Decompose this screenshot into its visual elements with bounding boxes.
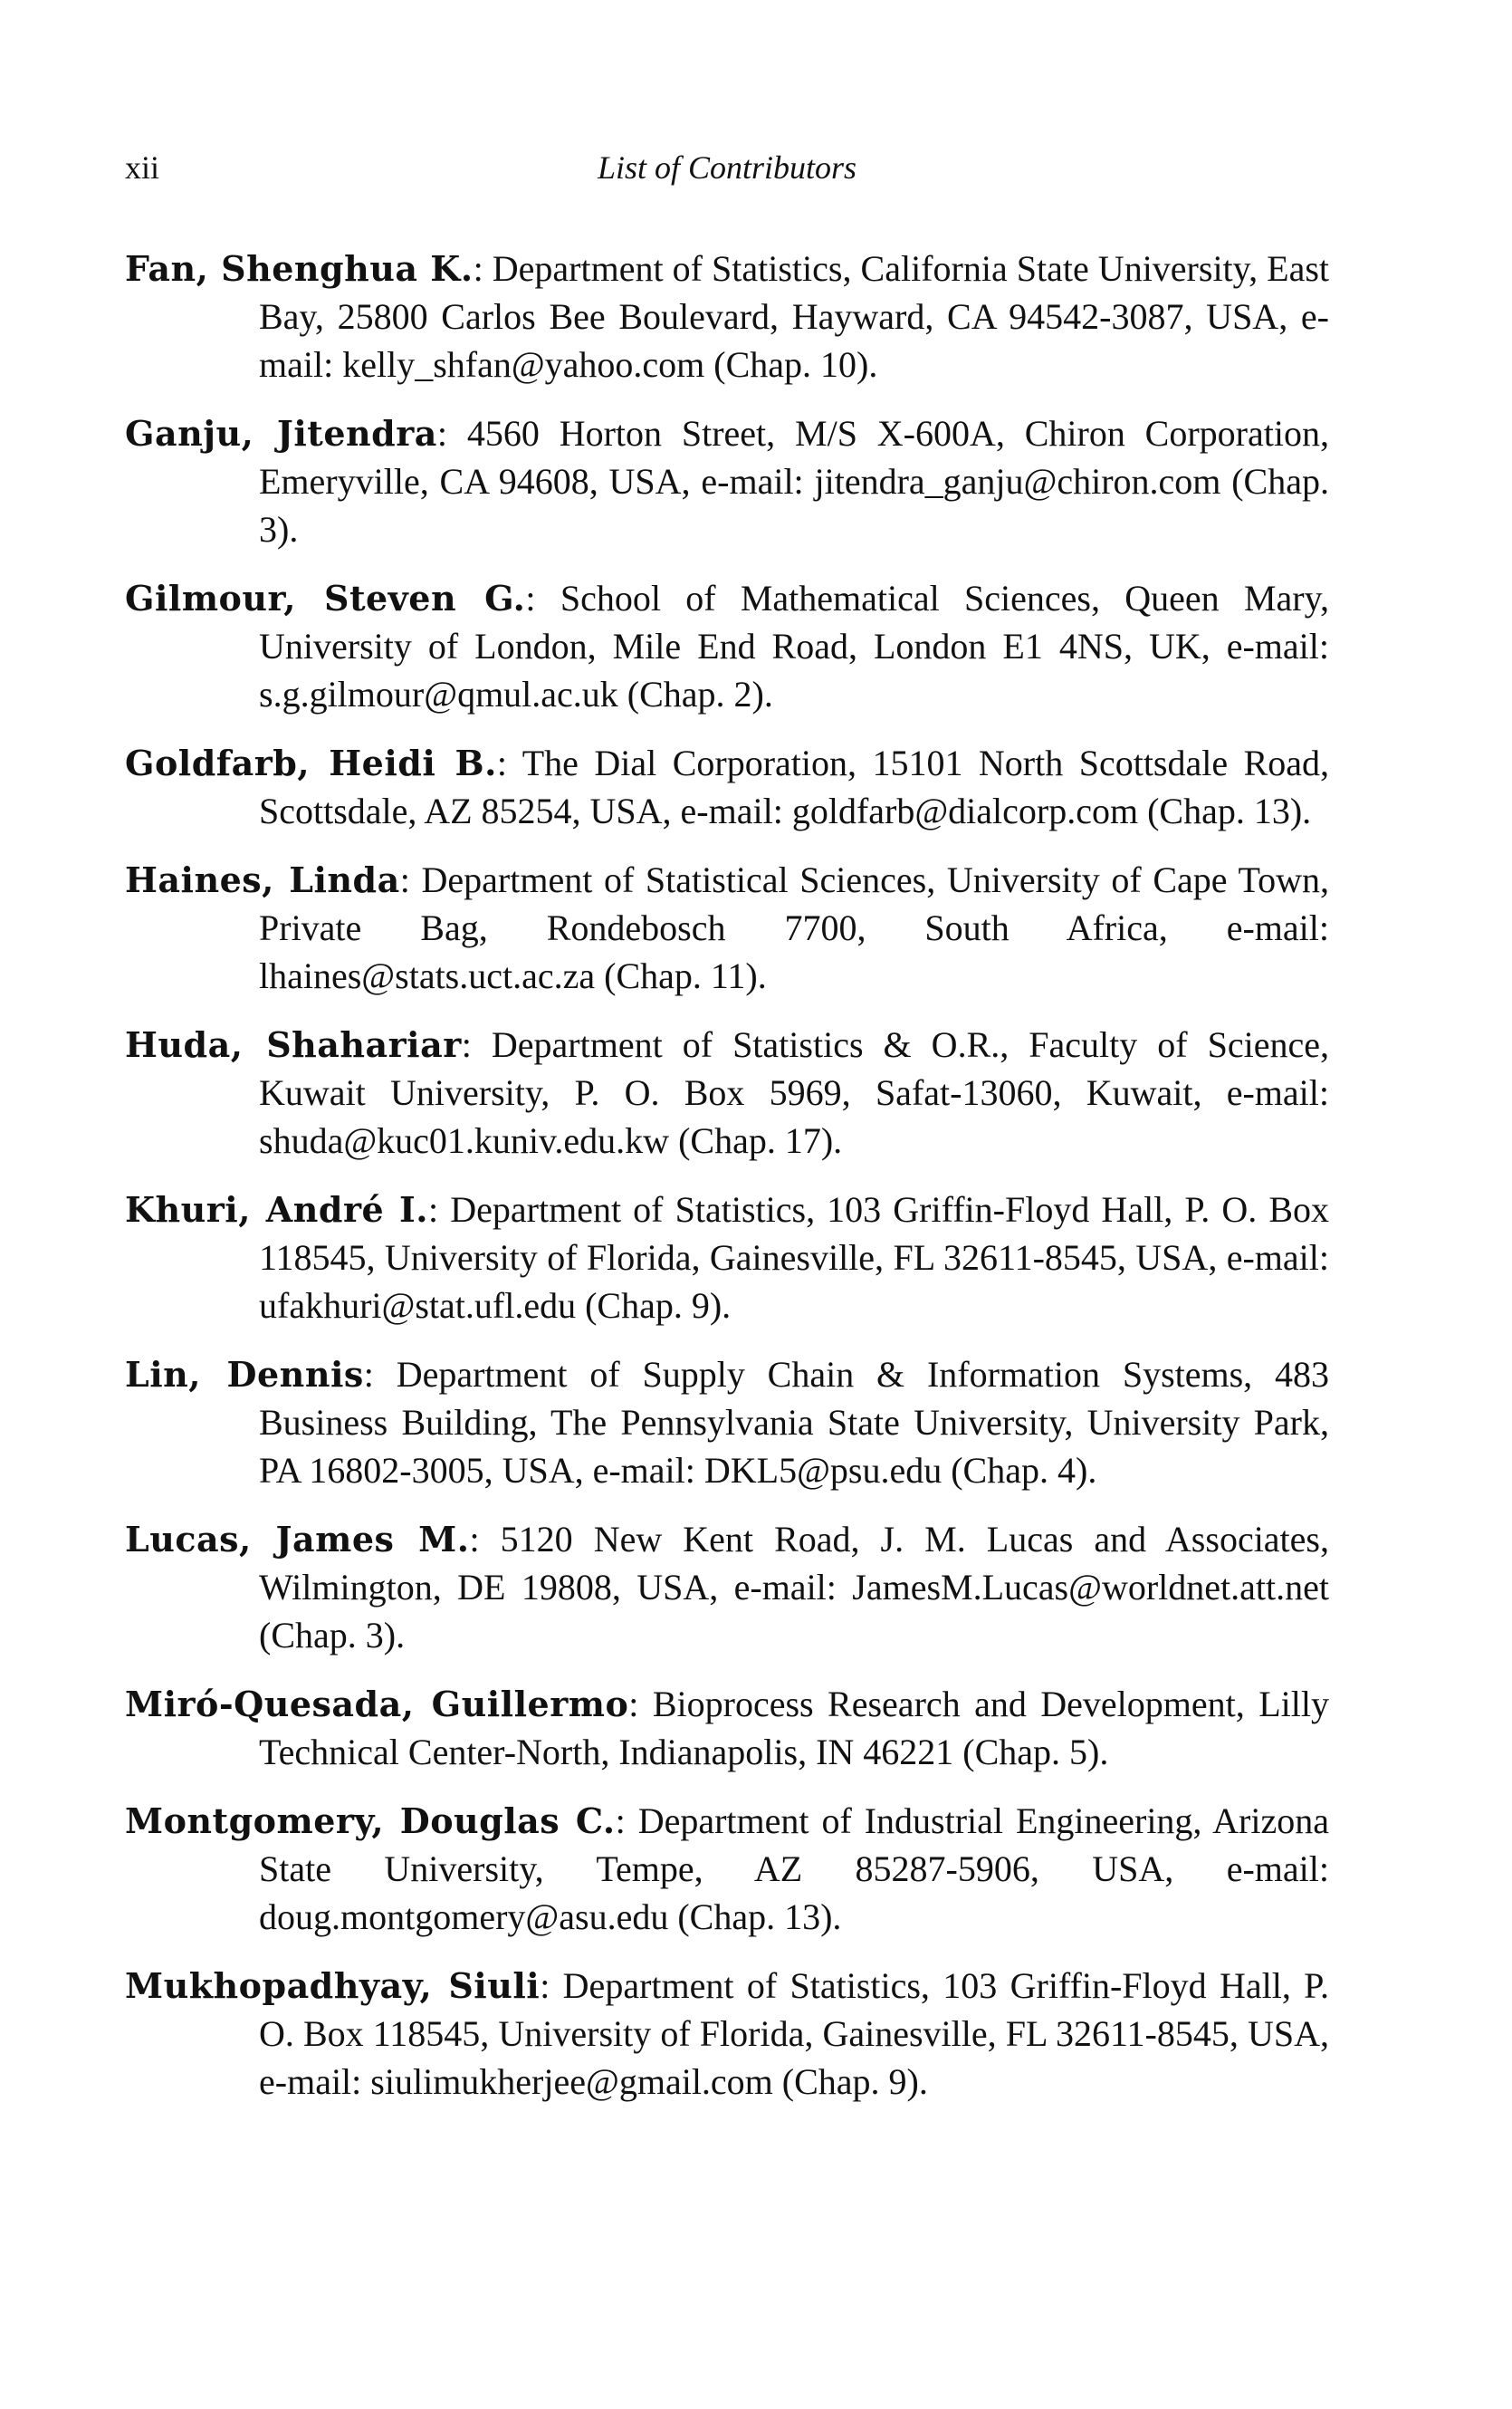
contributor-name: Huda, Shahariar (125, 1024, 462, 1065)
name-separator: : (399, 859, 422, 900)
contributor-details: Department of Statistics, California State University, East Bay, 25800 Carlos Bee Boulevard, Hayward, CA 94542-3087, USA, e-mail: kelly_shfan@yahoo.com (Chap. 10). (259, 248, 1330, 385)
contributor-entry (125, 739, 1329, 835)
contributor-name: Miró-Quesada, Guillermo (125, 1684, 629, 1724)
page-header (125, 145, 1329, 190)
name-separator: : (436, 413, 467, 454)
contributor-details: School of Mathematical Sciences, Queen Mary, University of London, Mile End Road, London E1 4NS, UK, e-mail: s.g.gilmour@qmul.ac.uk (Chap. 2). (259, 578, 1329, 715)
contributor-entry (125, 1962, 1329, 2106)
contributor-entry (125, 1680, 1329, 1776)
name-separator: : (615, 1800, 638, 1841)
running-title: List of Contributors (597, 149, 857, 186)
name-separator: : (525, 578, 560, 619)
contributor-details: Department of Statistics, 103 Griffin-Floyd Hall, P. O. Box 118545, University of Florida, Gainesville, FL 32611-8545, USA, e-mail: siulimukherjee@gmail.com (Chap. 9). (259, 1965, 1329, 2102)
contributor-name: Mukhopadhyay, Siuli (125, 1965, 541, 2006)
contributor-details: 4560 Horton Street, M/S X-600A, Chiron Corporation, Emeryville, CA 94608, USA, e-mail: jitendra_ganju@chiron.com (Chap. 3). (259, 413, 1329, 550)
contributor-entry (125, 1350, 1329, 1494)
contributor-details: Bioprocess Research and Development, Lilly Technical Center-North, Indianapolis, IN 46221 (Chap. 5). (259, 1684, 1329, 1772)
contributor-details: The Dial Corporation, 15101 North Scottsdale Road, Scottsdale, AZ 85254, USA, e-mail: goldfarb@dialcorp.com (Chap. 13). (259, 743, 1330, 831)
contributor-name: Fan, Shenghua K. (125, 248, 474, 289)
contributor-name: Gilmour, Steven G. (125, 578, 526, 619)
contributor-name: Lucas, James M. (125, 1519, 470, 1560)
contributor-details: Department of Industrial Engineering, Arizona State University, Tempe, AZ 85287-5906, USA, e-mail: doug.montgomery@asu.edu (Chap. 13). (259, 1800, 1329, 1937)
contributor-name: Montgomery, Douglas C. (125, 1800, 616, 1841)
contributor-entry (125, 574, 1329, 718)
contributor-entry (125, 1515, 1329, 1659)
contributor-name: Khuri, André I. (125, 1189, 429, 1230)
name-separator: : (540, 1965, 563, 2006)
contributor-details: Department of Supply Chain & Information Systems, 483 Business Building, The Pennsylvania State University, University Park, PA 16802-3005, USA, e-mail: DKL5@psu.edu (Chap. 4). (259, 1354, 1329, 1491)
name-separator: : (428, 1189, 451, 1230)
contributor-entry (125, 245, 1329, 389)
contributor-name: Lin, Dennis (125, 1354, 364, 1395)
name-separator: : (628, 1684, 653, 1724)
name-separator: : (363, 1354, 397, 1395)
contributor-name: Goldfarb, Heidi B. (125, 743, 497, 783)
contributor-entry (125, 1021, 1329, 1165)
contributor-details: Department of Statistics & O.R., Faculty of Science, Kuwait University, P. O. Box 5969, Safat-13060, Kuwait, e-mail: shuda@kuc01.kuniv.edu.kw (Chap. 17). (259, 1024, 1329, 1161)
contributor-details: Department of Statistics, 103 Griffin-Floyd Hall, P. O. Box 118545, University of Florida, Gainesville, FL 32611-8545, USA, e-mail: ufakhuri@stat.ufl.edu (Chap. 9). (259, 1189, 1329, 1326)
contributor-entry (125, 409, 1329, 553)
contributor-entry (125, 1797, 1329, 1941)
contributor-details: 5120 New Kent Road, J. M. Lucas and Associates, Wilmington, DE 19808, USA, e-mail: JamesM.Lucas@worldnet.att.net (Chap. 3). (259, 1519, 1329, 1656)
name-separator: : (496, 743, 522, 783)
contributor-name: Ganju, Jitendra (125, 413, 437, 454)
name-separator: : (473, 248, 493, 289)
name-separator: : (461, 1024, 492, 1065)
contributor-name: Haines, Linda (125, 859, 400, 900)
contributor-details: Department of Statistical Sciences, University of Cape Town, Private Bag, Rondebosch 7700, South Africa, e-mail: lhaines@stats.uct.ac.za (Chap. 11). (259, 859, 1329, 996)
contributor-list (125, 245, 1329, 2126)
contributor-entry (125, 1185, 1329, 1329)
name-separator: : (469, 1519, 501, 1560)
page-number: xii (125, 149, 160, 186)
contributor-entry (125, 856, 1329, 1000)
